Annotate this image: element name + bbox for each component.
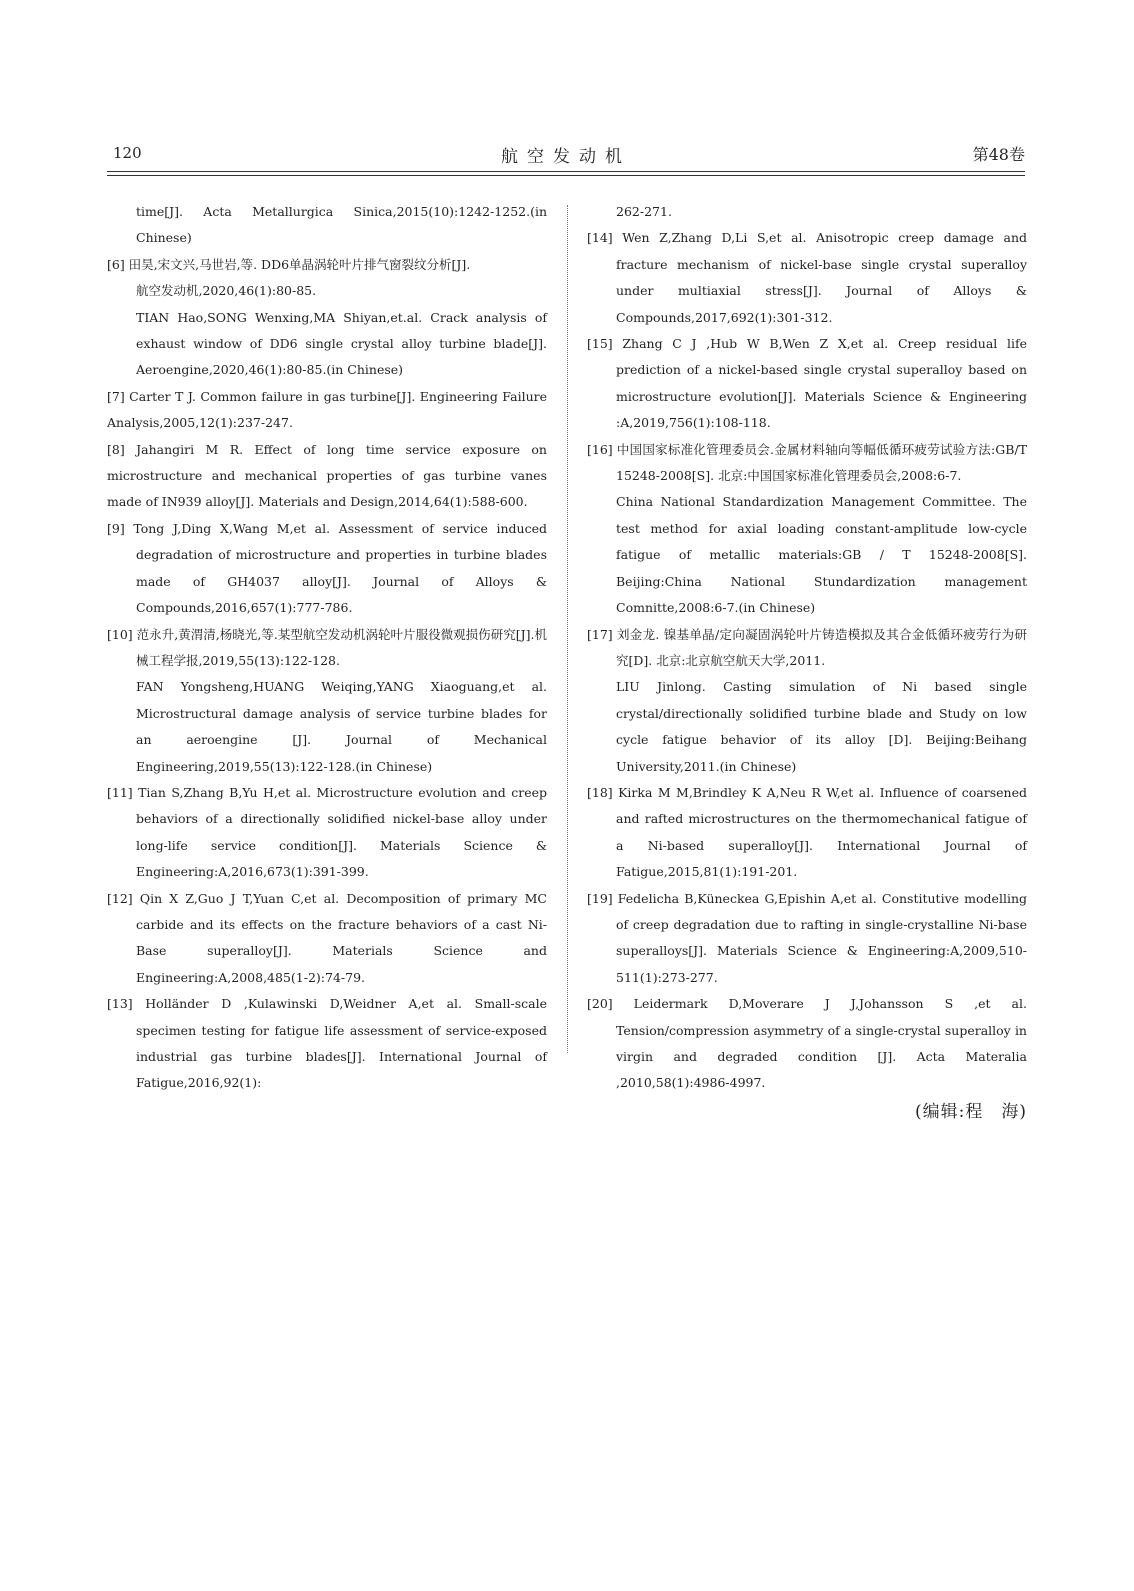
reference-entry-6-source: 航空发动机,2020,46(1):80-85.	[136, 283, 317, 299]
reference-entry-16: [16] 中国国家标准化管理委员会.金属材料轴向等幅低循环疲劳试验方法:GB/T 15248-2008[S]. 北京:中国国家标准化管理委员会,2008:6-7.	[587, 441, 1027, 484]
reference-column-right	[587, 199, 1027, 1125]
header-rule-thin	[107, 175, 1025, 176]
page-header	[107, 140, 1025, 170]
reference-entry-15: [15] Zhang C J ,Hub W B,Wen Z X,et al. Creep residual life prediction of a nickel-based single crystal superalloy based on microstructure evolution[J]. Materials Science & Engineering :A,2019,756(1):108-118.	[587, 336, 1027, 431]
reference-entry-6: [6] 田昊,宋文兴,马世岩,等. DD6单晶涡轮叶片排气窗裂纹分析[J].	[107, 256, 471, 272]
reference-entry-9: [9] Tong J,Ding X,Wang M,et al. Assessment of service induced degradation of microstructure and properties in turbine blades made of GH4037 alloy[J]. Journal of Alloys & Compounds,2016,657(1):777-786.	[107, 520, 547, 616]
reference-entry-10-translation: FAN Yongsheng,HUANG Weiqing,YANG Xiaoguang,et al. Microstructural damage analysis of service turbine blades for an aeroengine [J]. Journal of Mechanical Engineering,2019,55(13):122-128.(in Chinese)	[136, 679, 547, 774]
journal-title: 航空发动机	[501, 147, 631, 167]
page-number: 120	[113, 144, 142, 162]
reference-entry-20: [20] Leidermark D,Moverare J J,Johansson S ,et al. Tension/compression asymmetry of a single-crystal superalloy in virgin and degraded condition [J]. Acta Materalia ,2010,58(1):4986-4997.	[587, 996, 1027, 1091]
reference-entry-11: [11] Tian S,Zhang B,Yu H,et al. Microstructure evolution and creep behaviors of a directionally solidified nickel-base alloy under long-life service condition[J]. Materials Science & Engineering:A,2016,673(1):391-399.	[107, 784, 547, 880]
reference-entry-6-translation: TIAN Hao,SONG Wenxing,MA Shiyan,et.al. Crack analysis of exhaust window of DD6 single crystal alloy turbine blade[J]. Aeroengine,2020,46(1):80-85.(in Chinese)	[136, 309, 547, 378]
reference-entry-10: [10] 范永升,黄渭清,杨晓光,等.某型航空发动机涡轮叶片服役微观损伤研究[J].机械工程学报,2019,55(13):122-128.	[107, 626, 547, 668]
reference-entry-17-translation: LIU Jinlong. Casting simulation of Ni based single crystal/directionally solidified turbine blade and Study on low cycle fatigue behavior of its alloy [D]. Beijing:Beihang University,2011.(in Chinese)	[616, 679, 1027, 774]
reference-entry-19: [19] Fedelicha B,Küneckea G,Epishin A,et al. Constitutive modelling of creep degradation due to rafting in single-crystalline Ni-base superalloys[J]. Materials Science & Engineering:A,2009,510-511(1):273-277.	[587, 890, 1027, 985]
reference-entry-18: [18] Kirka M M,Brindley K A,Neu R W,et al. Influence of coarsened and rafted microstructures on the thermomechanical fatigue of a Ni-based superalloy[J]. International Journal of Fatigue,2015,81(1):191-201.	[587, 784, 1027, 880]
reference-entry-14: [14] Wen Z,Zhang D,Li S,et al. Anisotropic creep damage and fracture mechanism of nickel-base single crystal superalloy under multiaxial stress[J]. Journal of Alloys & Compounds,2017,692(1):301-312.	[587, 230, 1027, 325]
reference-entry-12: [12] Qin X Z,Guo J T,Yuan C,et al. Decomposition of primary MC carbide and its effects on the fracture behaviors of a cast Ni-Base superalloy[J]. Materials Science and Engineering:A,2008,485(1-2):74-79.	[107, 890, 547, 985]
editor-note: (编辑:程 海)	[915, 1101, 1027, 1122]
reference-continuation: 262-271.	[616, 204, 672, 219]
volume-label: 第48卷	[972, 145, 1025, 164]
reference-continuation: time[J]. Acta Metallurgica Sinica,2015(10):1242-1252.(in Chinese)	[136, 204, 547, 246]
column-divider	[567, 205, 568, 1053]
reference-entry-7: [7] Carter T J. Common failure in gas turbine[J]. Engineering Failure Analysis,2005,12(1):237-247.	[107, 388, 547, 431]
header-rule-thick	[107, 171, 1025, 172]
reference-entry-8: [8] Jahangiri M R. Effect of long time service exposure on microstructure and mechanical properties of gas turbine vanes made of IN939 alloy[J]. Materials and Design,2014,64(1):588-600.	[107, 441, 547, 510]
reference-column-left	[107, 199, 547, 1097]
reference-entry-17: [17] 刘金龙. 镍基单晶/定向凝固涡轮叶片铸造模拟及其合金低循环疲劳行为研究[D]. 北京:北京航空航天大学,2011.	[587, 626, 1027, 668]
reference-entry-16-translation: China National Standardization Management Committee. The test method for axial loading constant-amplitude low-cycle fatigue of metallic materials:GB / T 15248-2008[S]. Beijing:China National Stundardization management Comnitte,2008:6-7.(in Chinese)	[616, 494, 1027, 616]
reference-entry-13: [13] Holländer D ,Kulawinski D,Weidner A,et al. Small-scale specimen testing for fatigue life assessment of service-exposed industrial gas turbine blades[J]. International Journal of Fatigue,2016,92(1):	[107, 996, 547, 1091]
